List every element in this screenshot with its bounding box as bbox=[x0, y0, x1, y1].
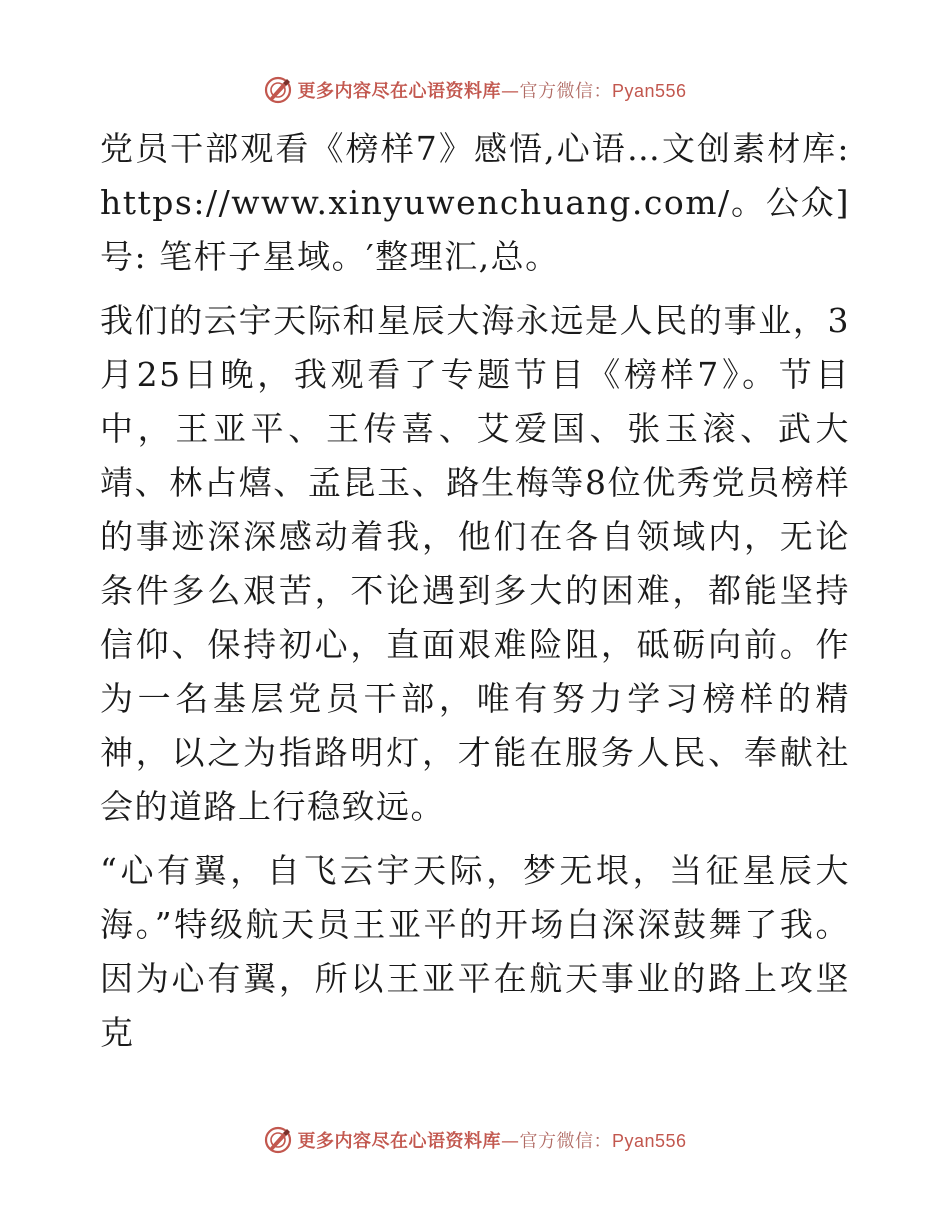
watermark-separator: — bbox=[500, 81, 520, 102]
pen-logo-icon bbox=[263, 1125, 293, 1155]
watermark-main-text: 更多内容尽在心语资料库 bbox=[297, 1131, 501, 1152]
document-body bbox=[100, 122, 850, 1060]
watermark-label: 官方微信： bbox=[519, 81, 612, 102]
watermark-main-text: 更多内容尽在心语资料库 bbox=[297, 81, 501, 102]
paragraph-intro: 我们的云宇天际和星辰大海永远是人民的事业，3月25日晚，我观看了专题节目《榜样7》。节目中，王亚平、王传喜、艾爱国、张玉滚、武大靖、林占熺、孟昆玉、路生梅等8位优秀党员榜样的事迹深深感动着我，他们在各自领域内，无论条件多么艰苦，不论遇到多大的困难，都能坚持信仰、保持初心，直面艰难险阻，砥砺向前。作为一名基层党员干部，唯有努力学习榜样的精神，以之为指路明灯，才能在服务人民、奉献社会的道路上行稳致远。 bbox=[100, 301, 850, 826]
paragraph-title: 党员干部观看《榜样7》感悟,心语…文创素材库: https://www.xinyuwenchuang.com/。公众]号: 笔杆子星域。′整理汇,总。 bbox=[100, 129, 850, 276]
header-watermark bbox=[0, 72, 950, 108]
footer-watermark bbox=[0, 1122, 950, 1158]
paragraph-quote: “心有翼，自飞云宇天际，梦无垠，当征星辰大海。”特级航天员王亚平的开场白深深鼓舞了我。因为心有翼，所以王亚平在航天事业的路上攻坚克 bbox=[100, 851, 850, 1052]
watermark-wechat-id: Pyan556 bbox=[611, 81, 687, 101]
watermark-wechat-id: Pyan556 bbox=[611, 1131, 687, 1151]
watermark-separator: — bbox=[500, 1131, 520, 1152]
pen-logo-icon bbox=[263, 75, 293, 105]
watermark-label: 官方微信： bbox=[519, 1131, 612, 1152]
